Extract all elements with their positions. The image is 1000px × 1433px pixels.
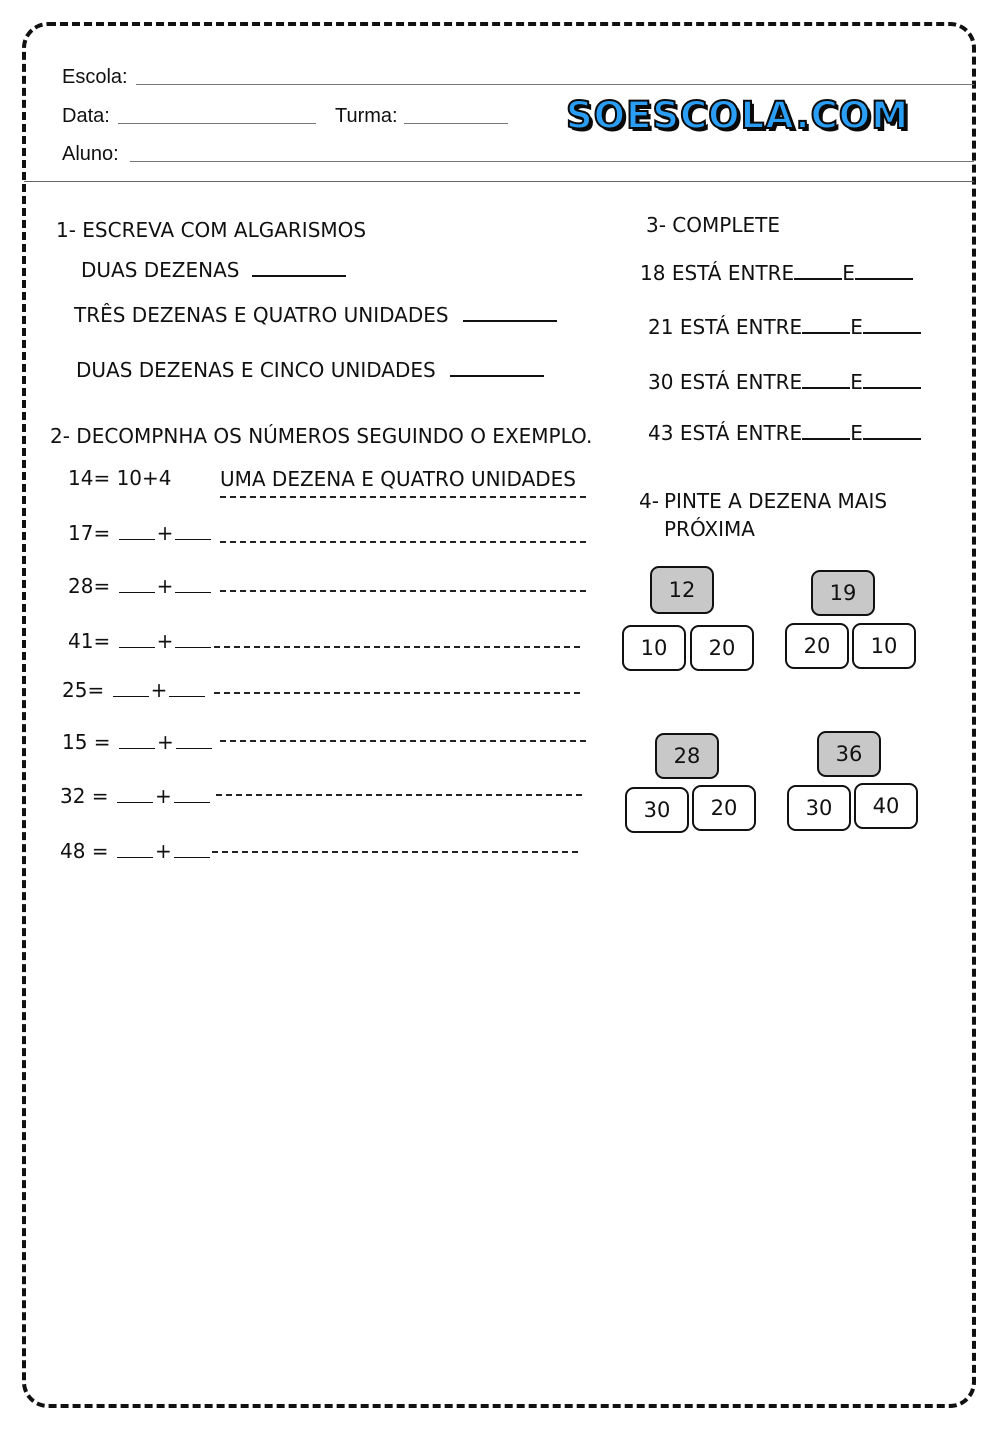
section1-item-text: TRÊS DEZENAS E QUATRO UNIDADES [74,303,449,327]
tens-option-box[interactable]: 20 [690,625,754,671]
tens-blank[interactable] [113,696,149,697]
data-label: Data: [62,105,110,127]
tens-blank[interactable] [119,539,155,540]
decompose-row [60,784,212,808]
answer-blank[interactable] [252,275,346,277]
units-blank[interactable] [175,647,211,648]
lower-blank[interactable] [802,387,850,389]
escola-label: Escola: [62,66,128,88]
units-blank[interactable] [174,857,210,858]
section3-title: 3- COMPLETE [646,213,780,237]
tens-option-box[interactable]: 10 [852,623,916,669]
section2-title: 2- DECOMPNHA OS NÚMEROS SEGUINDO O EXEMPLO. [50,424,593,448]
section4-title-line1: PINTE A DEZENA MAIS [664,489,888,513]
tens-blank[interactable] [119,592,155,593]
row-number: 25= [62,678,105,702]
row-number: 17= [68,521,111,545]
row-number: 28= [68,574,111,598]
tens-option-box[interactable]: 10 [622,625,686,671]
answer-dash-line[interactable] [216,794,582,796]
example-words: UMA DEZENA E QUATRO UNIDADES [220,467,576,491]
plus-sign: + [154,784,172,808]
example-dash-line [220,496,586,498]
aluno-field[interactable] [130,161,974,162]
section1-item [74,303,557,327]
tens-option-box[interactable]: 20 [785,623,849,669]
section4-title-line2: PRÓXIMA [664,517,755,541]
tens-option-box[interactable]: 20 [692,785,756,831]
lower-blank[interactable] [794,278,842,280]
section1-item [81,258,346,282]
section4-number: 4- [639,489,659,513]
plus-sign: + [156,574,174,598]
tens-blank[interactable] [117,857,153,858]
tens-blank[interactable] [117,802,153,803]
plus-sign: + [156,730,174,754]
decompose-row [62,730,214,754]
complete-text: ESTÁ ENTRE [679,421,803,445]
row-number: 48 = [60,839,109,863]
decompose-row [60,839,212,863]
decompose-row [62,678,207,702]
target-number-box: 19 [811,570,875,616]
complete-number: 21 [648,315,674,339]
units-blank[interactable] [174,802,210,803]
upper-blank[interactable] [855,278,913,280]
header-divider [24,181,974,182]
row-number: 41= [68,629,111,653]
answer-dash-line[interactable] [220,541,586,543]
section1-title: 1- ESCREVA COM ALGARISMOS [56,218,367,242]
complete-row [648,421,921,445]
answer-blank[interactable] [450,375,544,377]
escola-field[interactable] [136,84,974,85]
tens-option-box[interactable]: 40 [854,783,918,829]
lower-blank[interactable] [802,332,850,334]
plus-sign: + [154,839,172,863]
target-number-box: 28 [655,733,719,779]
units-blank[interactable] [175,592,211,593]
answer-dash-line[interactable] [214,646,580,648]
example-equation: 14= 10+4 [68,466,172,490]
turma-field[interactable] [404,123,508,124]
conj-text: E [850,421,863,445]
complete-text: ESTÁ ENTRE [679,315,803,339]
tens-option-box[interactable]: 30 [625,787,689,833]
answer-dash-line[interactable] [220,590,586,592]
conj-text: E [850,315,863,339]
plus-sign: + [156,521,174,545]
tens-option-box[interactable]: 30 [787,785,851,831]
answer-dash-line[interactable] [220,740,586,742]
target-number-box: 36 [817,731,881,777]
plus-sign: + [150,678,168,702]
data-field[interactable] [118,123,316,124]
decompose-row [68,574,213,598]
conj-text: E [842,261,855,285]
decompose-row [68,521,213,545]
upper-blank[interactable] [863,438,921,440]
section1-item-text: DUAS DEZENAS [81,258,240,282]
soescola-logo: SOESCOLA.COM [566,94,910,137]
conj-text: E [850,370,863,394]
section1-item-text: DUAS DEZENAS E CINCO UNIDADES [76,358,436,382]
complete-text: ESTÁ ENTRE [671,261,795,285]
tens-blank[interactable] [119,748,155,749]
plus-sign: + [156,629,174,653]
complete-row [648,370,921,394]
turma-label: Turma: [335,105,398,127]
units-blank[interactable] [175,539,211,540]
answer-dash-line[interactable] [214,692,580,694]
target-number-box: 12 [650,566,714,614]
row-number: 32 = [60,784,109,808]
answer-dash-line[interactable] [212,851,578,853]
units-blank[interactable] [176,748,212,749]
row-number: 15 = [62,730,111,754]
tens-blank[interactable] [119,647,155,648]
lower-blank[interactable] [802,438,850,440]
complete-row [648,315,921,339]
answer-blank[interactable] [463,320,557,322]
complete-row [640,261,913,285]
decompose-row [68,629,213,653]
section1-item [76,358,544,382]
upper-blank[interactable] [863,332,921,334]
complete-number: 43 [648,421,674,445]
complete-number: 30 [648,370,674,394]
upper-blank[interactable] [863,387,921,389]
aluno-label: Aluno: [62,143,119,165]
complete-text: ESTÁ ENTRE [679,370,803,394]
complete-number: 18 [640,261,666,285]
units-blank[interactable] [169,696,205,697]
